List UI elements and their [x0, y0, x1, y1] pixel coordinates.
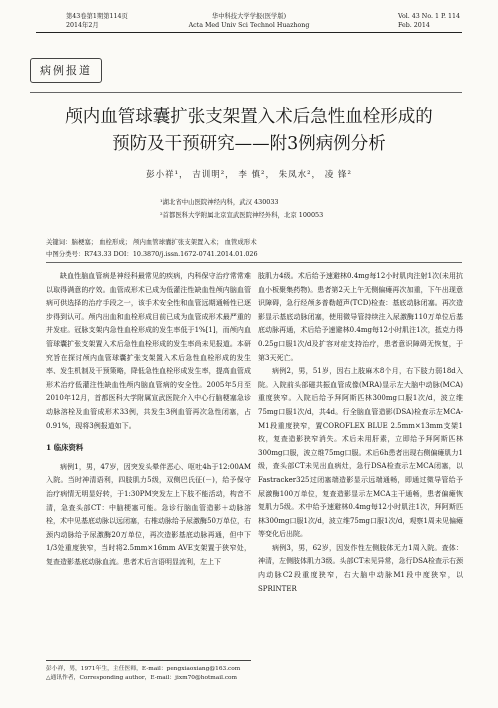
affiliation-1: ¹湖北省中山医院神经内科，武汉 430033 — [160, 198, 279, 206]
case-3-paragraph: 病例3，男，62岁，因发作性左侧肢体无力1周入院。查体：神清，左侧肢体肌力3级。头部CT未见异常，急行DSA检查示右颈内动脉C2段重度狭窄，右大脑中动脉M1段中度狭窄，以SPRINTER — [258, 543, 463, 593]
volume-en: Vol. 43 No. 1 P. 114 — [398, 13, 460, 20]
running-header — [36, 6, 462, 46]
title-line-1: 颅内血管球囊扩张支架置入术后急性血栓形成的 — [65, 107, 433, 127]
section-heading: 1 临床资料 — [46, 443, 84, 453]
keywords-divider — [46, 262, 462, 263]
case-2-paragraph: 病例2，男，51岁，因右上肢麻木8个月，右下肢力弱18d入院。入院前头部磁共振血管成像(MRA)显示左大脑中动脉(MCA)重度狭窄。入院后给予拜阿斯匹林300mg口服1次/d，波立维75mg口服1次/d，共4d。行全脑血管造影(DSA)检查示左MCA-M1段重度狭窄，置COROFLEX BLUE 2.5mm×13mm支架1枚，复查造影狭窄消失。术后未用肝素，立即给予拜阿斯匹林300mg口服，波立维75mg口服。术后6h患者出现右侧偏瘫肌力1级，查头部CT未见出血病灶，急行DSA检查示左MCA闭塞，以Fastracker325过闭塞端造影显示远端通畅，即通过微导管给予尿激酶100万单位，复查造影显示左MCA主干通畅，患者偏瘫恢复肌力5级。术中给予速避林0.4mg每12小时肌注1次，拜阿斯匹林300mg口服1次/d，波立维75mg口服1次/d，观察1周未见偏瘫等变化后出院。 — [258, 367, 463, 539]
article-type-tag: 病例报道 — [30, 58, 102, 83]
author-footnote: 彭小祥，男，1971年生，主任医师，E-mail：pengxiaoxiang@163.com — [46, 666, 241, 672]
journal-name-en: Acta Med Univ Sci Technol Huazhong — [188, 22, 310, 29]
date-cn: 2014年2月 — [66, 22, 99, 29]
journal-name-cn: 华中科技大学学报(医学版) — [211, 13, 287, 20]
tag-divider — [30, 92, 462, 93]
affiliations — [160, 196, 323, 222]
header-rule — [36, 32, 462, 33]
volume-cn: 第43卷第1期第114页 — [66, 13, 128, 20]
affiliation-2: ²首都医科大学附属北京宣武医院神经外科，北京 100053 — [160, 211, 324, 219]
article-title — [36, 104, 462, 158]
case-1-continued: 肢肌力4级。术后给予速避林0.4mg每12小时肌肉注射1次(未用抗血小板聚集药物)。患者第2天上午无侧偏瘫再次加重，下午出现意识障碍，急行经颅多普勒超声(TCD)检查：基底动脉闭塞。再次造影显示基底动脉闭塞，使用微导管持续注入尿激酶110万单位后基底动脉再通，术后给予速避林0.4mg每12小时肌注1次，抵克力得0.25g口服1次/d及扩容对症支持治疗，患者意识障碍无恢复，于第3天死亡。 — [258, 272, 463, 362]
case-1-paragraph: 病例1，男，47岁，因突发头晕伴恶心、呕吐4h于12:00AM入院。当时神清语利，四肢肌力5级，双侧巴氏征(－)，给予保守治疗病情无明显好转，于1:30PM突发左上下肢不能活动，构音不清，急查头部CT：中脑梗塞可能。急诊行脑血管造影＋动脉溶栓，术中见基底动脉以远闭塞，右椎动脉给予尿激酶50万单位，右颈内动脉给予尿激酶20万单位，再次造影基底动脉再通，但中下1/3处重度狭窄，当时将2.5mm×16mm AVE支架置于狭窄处，复查造影基底动脉血流。患者术后言语明显流利，左上下 — [46, 462, 251, 566]
title-line-2: 预防及干预研究——附3例病例分析 — [112, 134, 386, 154]
keywords: 关键词：脑梗塞； 血栓形成； 颅内血管球囊扩张支架置入术； 血管成形术 — [46, 238, 257, 246]
corresponding-footnote: △通讯作者，Corresponding author，E-mail：jixm70@hotmail.com — [46, 675, 238, 681]
classification-doi: 中图分类号：R743.33 DOI：10.3870/j.issn.1672-0741.2014.01.026 — [46, 250, 258, 258]
footnote — [46, 660, 251, 683]
intro-paragraph: 缺血性脑血管病是神经科最常见的疾病，内科保守治疗常常难以取得满意的疗效。血管成形术已成为低灌注性缺血性颅内脑血管病可供选择的治疗手段之一，该手术安全性和血管远期通畅性已逐步得到认可。颅内出血和血栓形成目前已成为血管成形术最严重的并发症。冠脉支架内急性血栓形成的发生率低于1%[1]，而颅内血管球囊扩张支架置入术后急性血栓形成的发生率尚未见报道。本研究旨在探讨颅内血管球囊扩张支架置入术后急性血栓形成的发生率、发生机制及干预策略，降低急性血栓形成发生率，提高血管成形术治疗低灌注性缺血性颅内脑血管病的安全性。2005年5月至2010年12月，首都医科大学附属宣武医院介入中心行脑梗塞急诊动脉溶栓及血管成形术33例，共发生3例血管再次急性闭塞，占0.91%，现将3例报道如下。 — [46, 272, 251, 430]
keywords-block — [46, 236, 466, 260]
body-column-right — [258, 270, 463, 596]
author-list: 彭小祥¹， 吉训明²， 李 慎²， 朱凤水²， 凌 锋² — [146, 170, 352, 180]
header-right — [398, 12, 460, 30]
date-en: Feb. 2014 — [398, 22, 430, 29]
body-column-left — [46, 270, 251, 569]
